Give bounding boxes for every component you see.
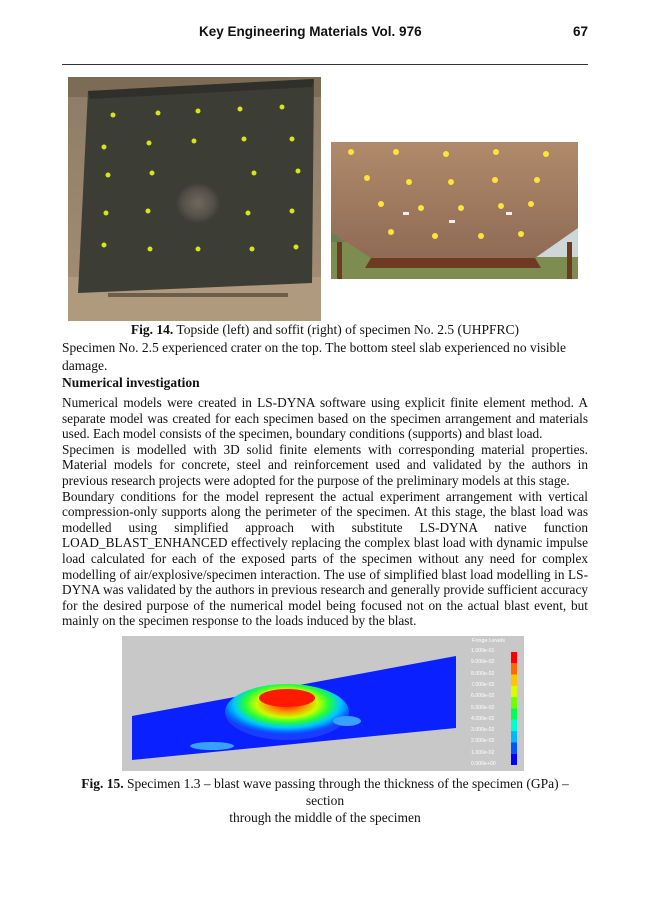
paragraph: Numerical models were created in LS-DYNA software using explicit finite element method. A separate model was created for each specimen based on the specimen arrangement and materials used. Each model consists of the specimen, boundary conditions (supports) and blast load. (62, 395, 588, 442)
fringe-level-label: 3.000e-02 (471, 727, 495, 734)
fringe-color-swatch (511, 652, 517, 663)
fringe-color-swatch (511, 731, 517, 742)
topside-photo (68, 77, 321, 321)
fig15-caption-line1: Specimen 1.3 – blast wave passing through the thickness of the specimen (GPa) – section (123, 776, 569, 808)
fringe-color-swatch (511, 663, 517, 674)
specimen-note: Specimen No. 2.5 experienced crater on the top. The bottom steel slab experienced no visible damage. (62, 340, 566, 373)
fringe-color-swatch (511, 754, 517, 765)
soffit-photo (331, 142, 578, 279)
fringe-level-label: 0.000e+00 (471, 761, 496, 767)
fringe-level-label: 1.000e-01 (471, 648, 495, 654)
fig14-caption (62, 321, 588, 339)
fringe-title: Fringe Levels (472, 638, 506, 644)
fig15-label: Fig. 15. (81, 776, 124, 791)
journal-title: Key Engineering Materials Vol. 976 (199, 24, 422, 39)
paragraph: Specimen is modelled with 3D solid finite elements with corresponding material properties. Material models for concrete, steel and reinforcement used and validated by the authors in previous research projects were adopted for the purpose of the preliminary models at this stage. (62, 441, 588, 488)
fringe-level-label: 5.000e-02 (471, 704, 495, 711)
fringe-color-swatch (511, 709, 517, 720)
section-heading: Numerical investigation (62, 375, 200, 390)
header-rule (62, 64, 588, 65)
section-body (62, 395, 588, 629)
fringe-level-label: 2.000e-02 (471, 738, 495, 745)
fringe-colorbar (122, 636, 524, 771)
fringe-level-label: 8.000e-02 (471, 670, 495, 677)
fringe-color-swatch (511, 742, 517, 753)
fringe-level-label: 7.000e-02 (471, 681, 495, 688)
fringe-level-label: 6.000e-02 (471, 693, 495, 700)
fig15-caption (62, 775, 588, 826)
fig15-caption-line2: through the middle of the specimen (229, 810, 421, 825)
fringe-color-swatch (511, 686, 517, 697)
running-header (62, 24, 588, 44)
fem-contour-figure (122, 636, 524, 771)
fringe-color-swatch (511, 720, 517, 731)
page-number: 67 (572, 24, 588, 39)
fringe-color-swatch (511, 675, 517, 686)
fringe-level-label: 9.000e-02 (471, 659, 495, 666)
paragraph: Boundary conditions for the model represent the actual experiment arrangement with vertical compression-only supports along the perimeter of the specimen. At this stage, the blast load was modelled using simplified approach with substitute LS-DYNA native function LOAD_BLAST_ENHANCED effectively replacing the complex blast load with dynamic impulse load calculated for each of the exposed parts of the specimen without any need for complex modelling of air/explosive/specimen interaction. The use of simplified blast load modelling in LS-DYNA was validated by the authors in previous research and generally provide sufficient accuracy for the desired purpose of the numerical model being focused not on the actual blast event, but mainly on the specimen response to the loads induced by the blast. (62, 488, 588, 629)
fringe-level-label: 1.000e-02 (471, 749, 495, 756)
fig14-caption-text: Topside (left) and soffit (right) of specimen No. 2.5 (UHPFRC) (173, 322, 520, 337)
fringe-color-swatch (511, 697, 517, 708)
fig14-label: Fig. 14. (130, 322, 174, 337)
fringe-level-label: 4.000e-02 (471, 715, 495, 722)
